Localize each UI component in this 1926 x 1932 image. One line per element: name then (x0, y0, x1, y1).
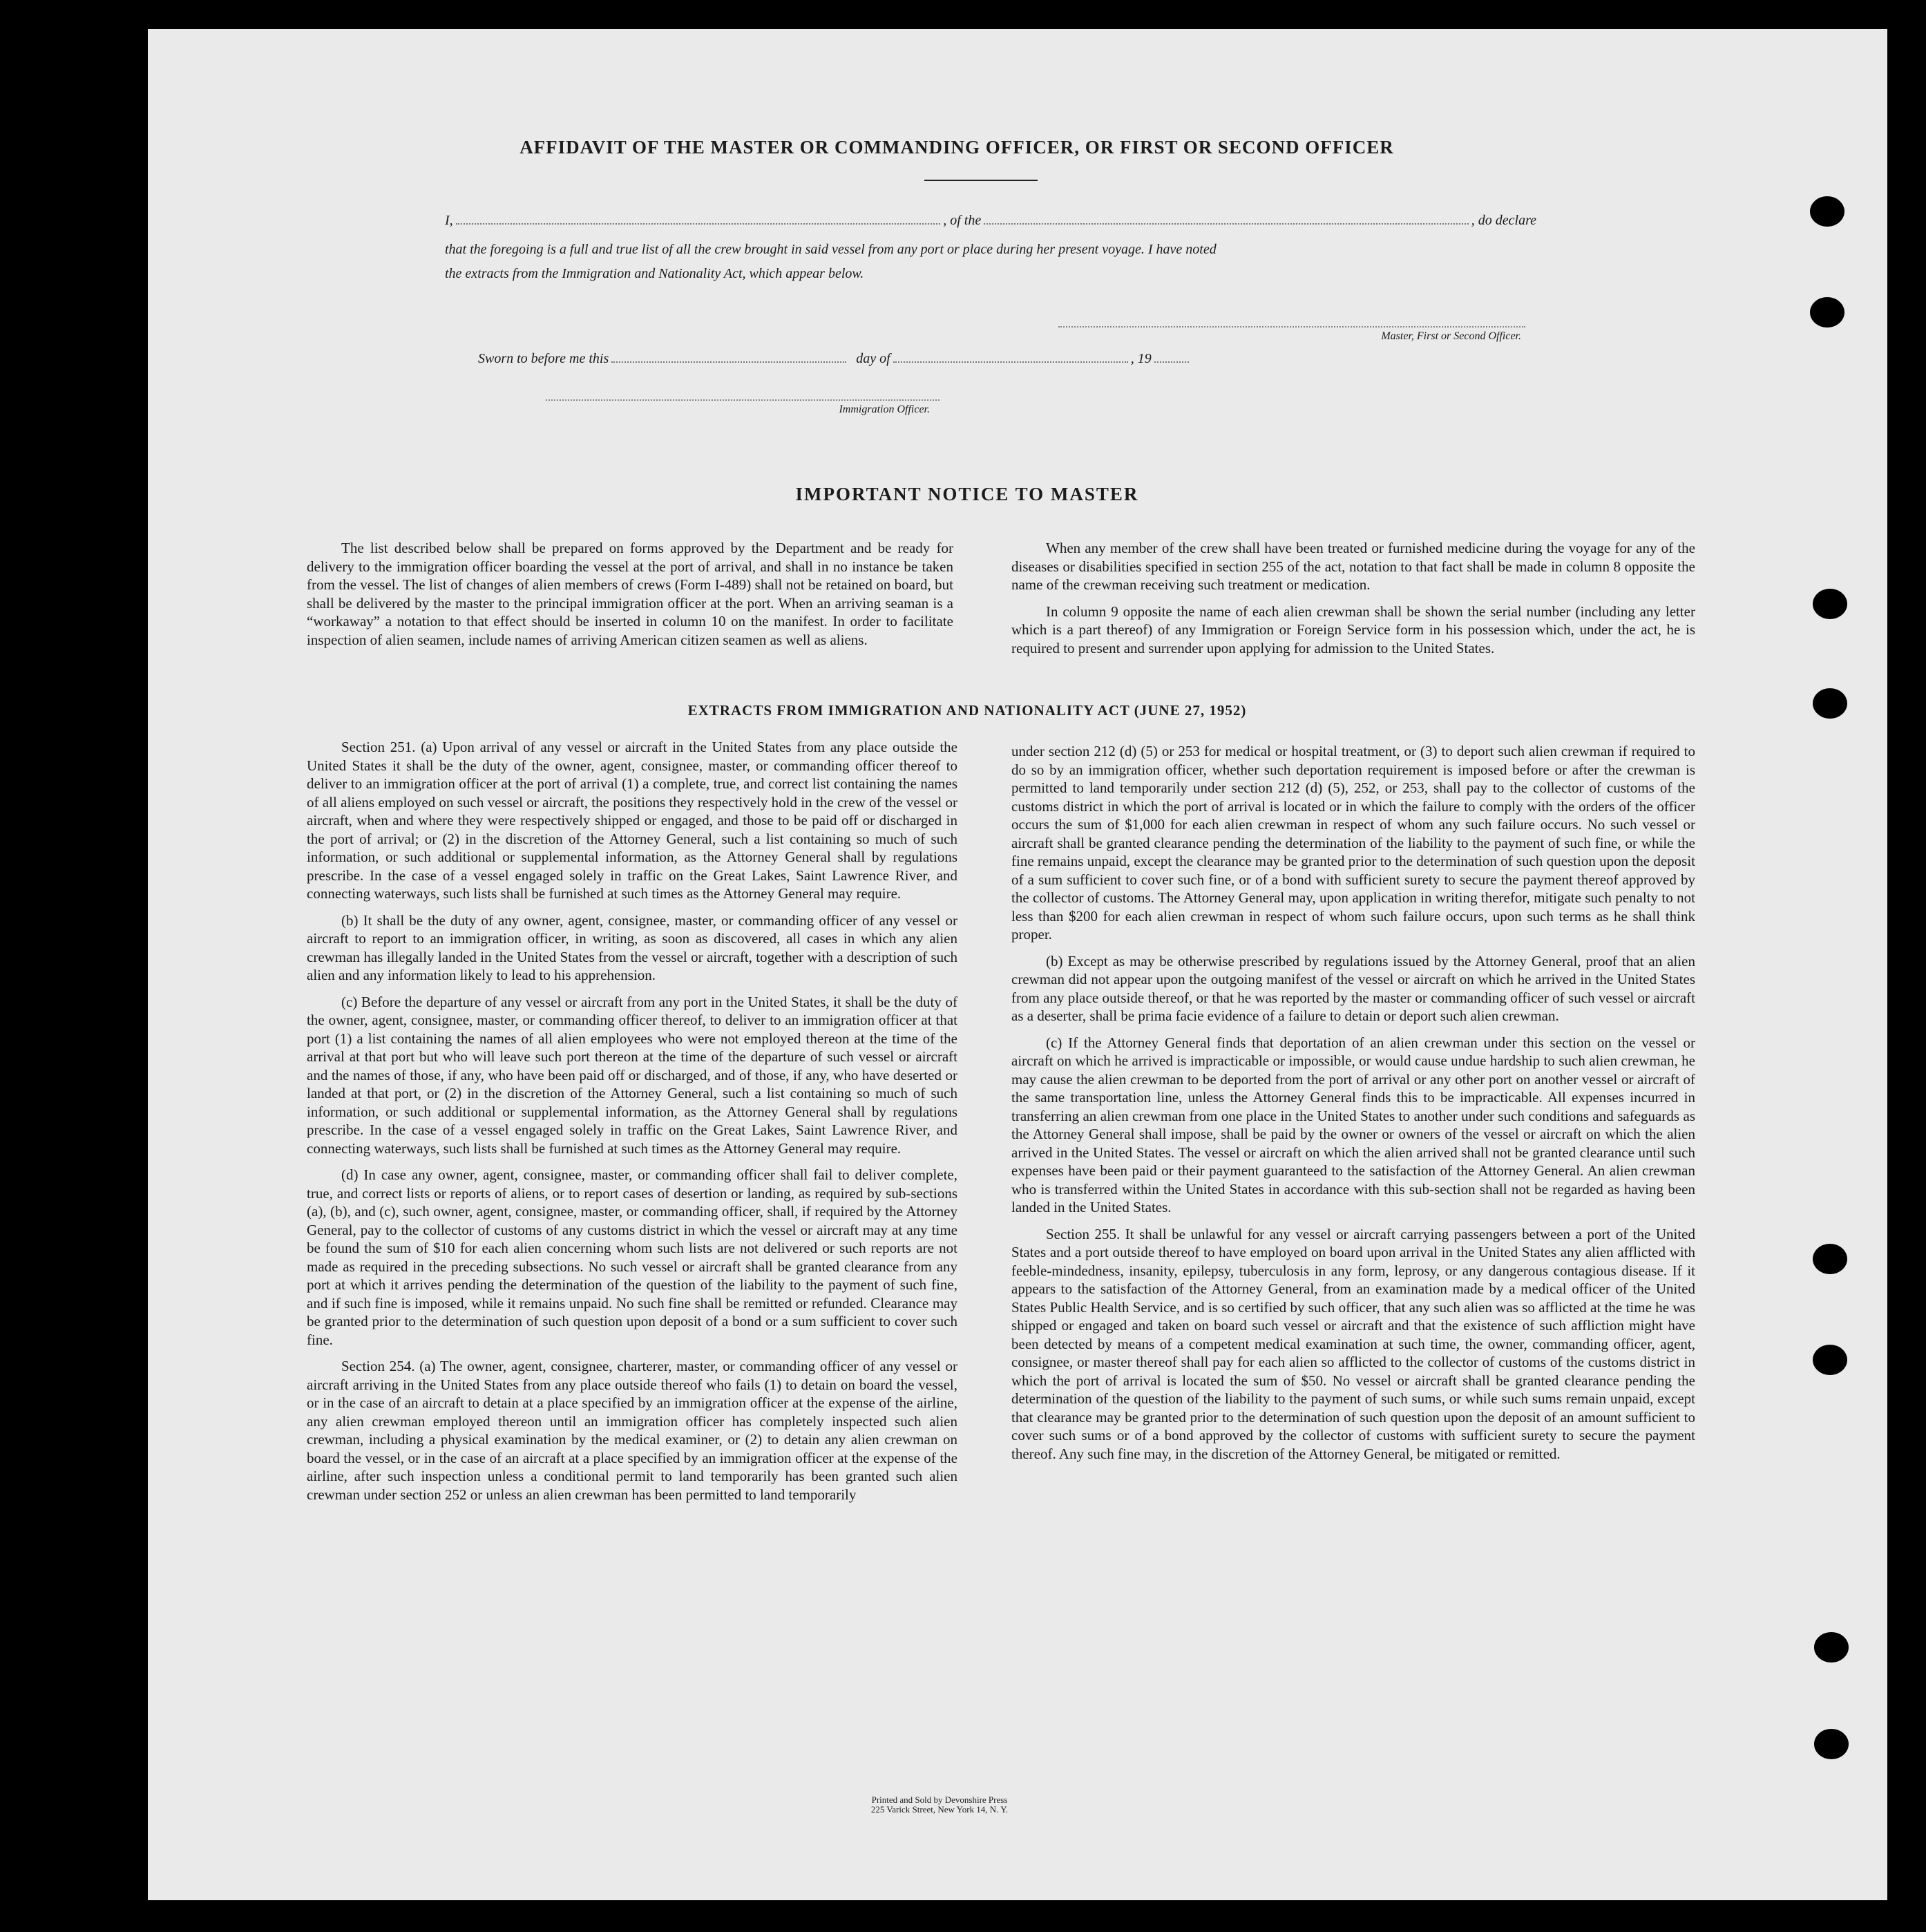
printer-line: 225 Varick Street, New York 14, N. Y. (870, 1804, 1009, 1815)
vessel-field[interactable] (984, 222, 1469, 225)
punch-hole (1810, 196, 1844, 227)
extract-paragraph: Section 254. (a) The owner, agent, consignee, charterer, master, or commanding officer of any vessel or aircraft arriving in the United States from any place outside thereof who fails (1) to detain on board the vessel, or in the case of an aircraft to detain at a place specified by an immigration officer at the expense of the airline, any alien crewman employed thereon until an immigration officer has completely inspected such alien crewman, including a physical examination by the medical examiner, or (2) to detain any alien crewman on board the vessel, or in the case of an aircraft at a place specified by an immigration officer at the expense of the airline, after such inspection unless a conditional permit to land temporarily has been granted such alien crewman under section 252 or unless an alien crewman has been permitted to land temporarily (307, 1358, 957, 1503)
notice-paragraph: When any member of the crew shall have been treated or furnished medicine during the voyage for any of the diseases or disabilities specified in section 255 of the act, notation to that fact shall be made in column 8 opposite the name of the crewman receiving such treatment or medication. (1011, 540, 1695, 593)
immigration-caption: Immigration Officer. (839, 404, 930, 415)
sworn-month-field[interactable] (893, 361, 1128, 363)
punch-hole (1813, 1345, 1847, 1375)
printer-line: Printed and Sold by Devonshire Press (871, 1794, 1008, 1805)
extracts-title: EXTRACTS FROM IMMIGRATION AND NATIONALITY ACT (JUNE 27, 1952) (687, 702, 1247, 719)
i-label: I, (445, 213, 453, 228)
notice-paragraph: The list described below shall be prepared on forms approved by the Department and be ready for delivery to the immigration officer boarding the vessel at the port of arrival, and shall in no instance be taken from the vessel. The list of changes of alien members of crews (Form I-489) shall not be retained on board, but shall be delivered by the master to the principal immigration officer at the port. When an arriving seaman is a “workaway” a notation to that effect should be inserted in column 10 on the manifest. In order to facilitate inspection of alien seamen, include names of arriving American citizen seamen as well as aliens. (307, 540, 953, 648)
punch-hole (1813, 1244, 1847, 1274)
extract-paragraph: (d) In case any owner, agent, consignee, master, or commanding officer shall fail to deliver complete, true, and correct lists or reports of aliens, or to report cases of desertion or landing, as required by sub-sections (a), (b), and (c), such owner, agent, consignee, master, or commanding officer, shall, if required by the Attorney General, pay to the collector of customs of any customs district in which the vessel or aircraft may at any time be found the sum of $10 for each alien concerning whom such lists are not delivered or such reports are not made as required in the preceding subsections. No such vessel or aircraft shall be granted clearance from any port at which it arrives pending the determination of the question of the liability to the payment of such fine, and if such fine is imposed, while it remains unpaid. No such fine shall be remitted or refunded. Clearance may be granted prior to the determination of such question upon deposit of a bond or a sum sufficient to cover such fine. (307, 1166, 957, 1348)
extract-paragraph: Section 255. It shall be unlawful for any vessel or aircraft carrying passengers between a port of the United States and a port outside thereof to have employed on board upon arrival in the United States any alien afflicted with feeble-mindedness, insanity, epilepsy, tuberculosis in any form, leprosy, or any dangerous contagious disease. If it appears to the satisfaction of the Attorney General, from an examination made by a medical officer of the United States Public Health Service, and is so certified by such officer, that any such alien was so afflicted at the time he was shipped or engaged and taken on board such vessel or aircraft and that the existence of such affliction might have been detected by means of a competent medical examination at such time, the owner, commanding officer, agent, consignee, or master thereof shall pay for each alien so afflicted to the collector of customs of the customs district in which the port of arrival is located the sum of $50. No vessel or aircraft shall be granted clearance pending the determination of the question of the liability to the payment of such sums, or while such sums remain unpaid, except that clearance may be granted prior to the determination of such question upon the deposit of an amount sufficient to cover such sums or of a bond approved by the collector of customs with sufficient surety to secure the payment thereof. Any such fine may, in the discretion of the Attorney General, be mitigated or remitted. (1011, 1225, 1695, 1462)
statement-line: the extracts from the Immigration and Nationality Act, which appear below. (445, 266, 864, 281)
statement-line: that the foregoing is a full and true list of all the crew brought in said vessel from any port or place during her present voyage. I have noted (445, 242, 1217, 257)
notice-left-column (307, 539, 953, 657)
notice-right-column (1011, 539, 1695, 665)
sworn-day-field[interactable] (611, 361, 846, 363)
extract-paragraph: (b) Except as may be otherwise prescribed by regulations issued by the Attorney General, proof that an alien crewman did not appear upon the outgoing manifest of the vessel or aircraft on which he arrived in the United States from any place outside thereof, or that he was reported by the master or commanding officer of such vessel or aircraft as a deserter, shall be prima facie evidence of a failure to detain or deport such alien crewman. (1011, 952, 1695, 1024)
declaration-statement (445, 238, 1536, 286)
extract-paragraph: under section 212 (d) (5) or 253 for medical or hospital treatment, or (3) to deport such alien crewman if required to do so by an immigration officer, whether such deportation requirement is imposed before or after the crewman is permitted to land temporarily under section 212 (d) (5), 252, or 253, shall pay to the collector of customs of the customs district in which the port of arrival is located or in which the failure to comply with the orders of the officer occurs the sum of $1,000 for each alien crewman in respect of whom any such failure occurs. No such vessel or aircraft shall be granted clearance pending the determination of the liability to the payment of such fine, or while the fine remains unpaid, except the clearance may be granted prior to the determination of such question upon the deposit of a sum sufficient to cover such fine, or of a bond with sufficient surety to secure the payment thereof approved by the collector of customs. The Attorney General may, upon application in writing therefor, mitigate such penalty to not less than $200 for each alien crewman in respect of whom such failure occurs, upon such terms as he shall think proper. (1011, 743, 1695, 943)
extract-paragraph: (b) It shall be the duty of any owner, agent, consignee, master, or commanding officer of any vessel or aircraft to report to an immigration officer, in writing, as soon as discovered, all cases in which any alien crewman has illegally landed in the United States from the vessel or aircraft, together with a description of such alien and any information likely to lead to his apprehension. (307, 911, 957, 983)
sworn-year-field[interactable] (1154, 361, 1189, 363)
name-field[interactable] (456, 222, 941, 225)
do-declare-label: , do declare (1471, 213, 1536, 228)
printer-imprint (815, 1795, 1064, 1815)
title-rule (924, 180, 1038, 181)
punch-hole (1813, 688, 1847, 719)
of-the-label: , of the (943, 213, 982, 228)
extract-paragraph: (c) If the Attorney General finds that deportation of an alien crewman under this section on the vessel or aircraft on which he arrived is impracticable or impossible, or would cause undue hardship to such alien crewman, he may cause the alien crewman to be deported from the port of arrival or any other port on another vessel or aircraft of the same transportation line, unless the Attorney General finds this to be impracticable. All expenses incurred in transferring an alien crewman from one place in the United States to another under such conditions and safeguards as the Attorney General shall impose, shall be paid by the owner or owners of the vessel or aircraft on which the alien arrived in the United States. The vessel or aircraft on which the alien arrived shall not be granted clearance until such expenses have been paid or their payment guaranteed to the satisfaction of the Attorney General. An alien crewman who is transferred within the United States in accordance with this sub-section shall not be regarded as having been landed in the United States. (1011, 1034, 1695, 1215)
extract-paragraph: (c) Before the departure of any vessel or aircraft from any port in the United States, it shall be the duty of the owner, agent, consignee, master, or commanding officer thereof, to deliver to an immigration officer at that port (1) a list containing the names of all alien employees who were not employed thereon at the time of the arrival at that port but who will leave such port thereon at the time of the departure of such vessel or aircraft and the names of those, if any, who have been paid off or discharged, and of those, if any, who have deserted or landed at that port, or (2) in the discretion of the Attorney General, such a list containing so much of such information, or such additional or supplemental information, as the Attorney General shall by regulations prescribe. In the case of a vessel engaged solely in traffic on the Great Lakes, Saint Lawrence River, and connecting waterways, such lists shall be furnished at such times as the Attorney General may require. (307, 993, 957, 1157)
extracts-left-column (307, 738, 957, 1512)
punch-hole (1813, 589, 1847, 619)
extract-paragraph: Section 251. (a) Upon arrival of any vessel or aircraft in the United States from any place outside the United States it shall be the duty of the owner, agent, consignee, master, or commanding officer thereof to deliver to an immigration officer at the port of arrival (1) a complete, true, and correct list containing the names of all aliens employed on such vessel or aircraft, the positions they respectively hold in the crew of the vessel or aircraft, when and where they were respectively shipped or engaged, and those to be paid off or discharged in the port of arrival; or (2) in the discretion of the Attorney General, such a list containing so much of such information, or such additional or supplemental information, as the Attorney General shall by regulations prescribe. In the case of a vessel engaged solely in traffic on the Great Lakes, Saint Lawrence River, and connecting waterways, such lists shall be furnished at such times as the Attorney General may require. (307, 739, 957, 902)
punch-hole (1810, 297, 1844, 328)
immigration-officer-signature-field[interactable] (546, 399, 940, 401)
year-label: , 19 (1130, 351, 1152, 366)
notice-paragraph: In column 9 opposite the name of each alien crewman shall be shown the serial number (including any letter which is a part thereof) of any Immigration or Foreign Service form in his possession which, under the act, he is required to present and surrender upon applying for admission to the United States. (1011, 603, 1695, 656)
punch-hole (1814, 1729, 1849, 1759)
sworn-line (478, 351, 1266, 367)
master-caption: Master, First or Second Officer. (1381, 330, 1521, 342)
punch-hole (1814, 1632, 1849, 1663)
sworn-label: Sworn to before me this (478, 351, 609, 366)
notice-title: IMPORTANT NOTICE TO MASTER (795, 484, 1139, 504)
declaration-line (445, 213, 1536, 229)
day-of-label: day of (856, 351, 890, 366)
extracts-right-column (1011, 742, 1695, 1471)
affidavit-title: AFFIDAVIT OF THE MASTER OR COMMANDING OFFICER, OR FIRST OR SECOND OFFICER (519, 137, 1394, 158)
master-signature-field[interactable] (1058, 326, 1525, 328)
